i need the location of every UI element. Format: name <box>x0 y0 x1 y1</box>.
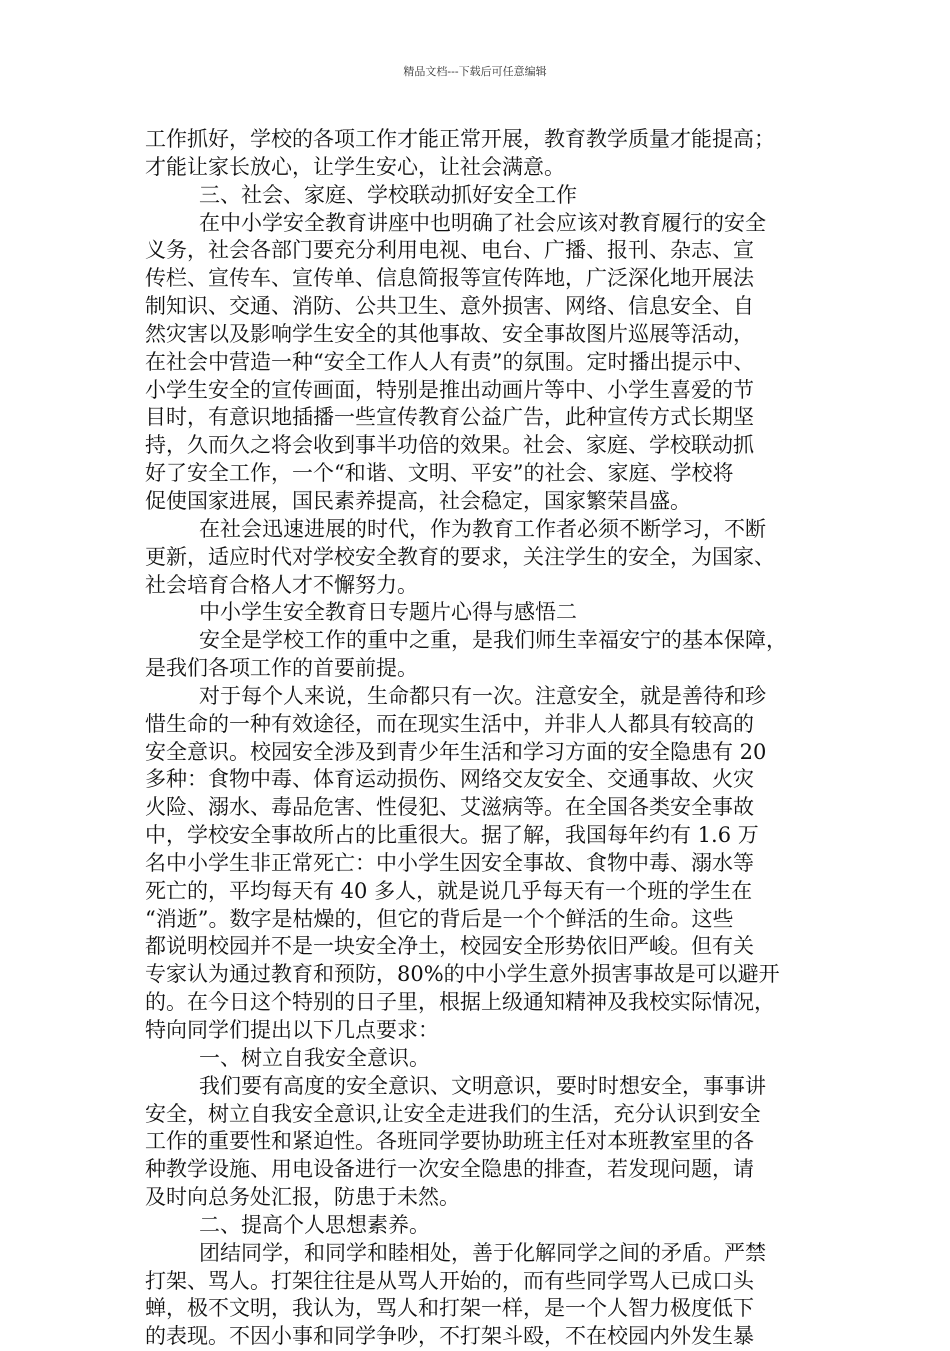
text-line: 中小学生安全教育日专题片心得与感悟二 <box>199 600 577 625</box>
text-line: 三、社会、家庭、学校联动抓好安全工作 <box>199 182 577 207</box>
text-line: 团结同学，和同学和睦相处，善于化解同学之间的矛盾。严禁 <box>199 1240 766 1265</box>
text-line: 制知识、交通、消防、公共卫生、意外损害、网络、信息安全、自 <box>145 294 754 319</box>
text-line: 的表现。不因小事和同学争吵，不打架斗殴，不在校园内外发生暴 <box>145 1324 754 1349</box>
text-line: 的。在今日这个特别的日子里，根据上级通知精神及我校实际情况， <box>145 990 775 1015</box>
text-line: 才能让家长放心，让学生安心，让社会满意。 <box>145 154 565 179</box>
text-line: 一、树立自我安全意识。 <box>199 1045 430 1070</box>
text-line: 死亡的，平均每天有 40 多人，就是说几乎每天有一个班的学生在 <box>145 878 753 903</box>
text-line: 安全，树立自我安全意识,让安全走进我们的生活，充分认识到安全 <box>145 1101 761 1126</box>
text-line: 火险、溺水、毒品危害、性侵犯、艾滋病等。在全国各类安全事故 <box>145 795 754 820</box>
text-line: 多种：食物中毒、体育运动损伤、网络交友安全、交通事故、火灾 <box>145 767 754 792</box>
text-line: 在社会中营造一种“安全工作人人有责”的氛围。定时播出提示中、 <box>145 349 755 374</box>
document-body <box>145 126 817 1351</box>
text-line: 安全意识。校园安全涉及到青少年生活和学习方面的安全隐患有 20 <box>145 739 767 764</box>
text-line: 促使国家进展，国民素养提高，社会稳定，国家繁荣昌盛。 <box>145 488 691 513</box>
text-line: 特向同学们提出以下几点要求： <box>145 1018 439 1042</box>
text-line: 安全是学校工作的重中之重，是我们师生幸福安宁的基本保障， <box>199 628 787 653</box>
text-line: “消逝”。数字是枯燥的，但它的背后是一个个鲜活的生命。这些 <box>145 906 734 931</box>
text-line: 更新，适应时代对学校安全教育的要求，关注学生的安全，为国家、 <box>145 544 775 569</box>
text-line: 持，久而久之将会收到事半功倍的效果。社会、家庭、学校联动抓 <box>145 433 754 458</box>
text-line: 好了安全工作，一个“和谐、文明、平安”的社会、家庭、学校将 <box>145 461 734 486</box>
text-line: 在社会迅速进展的时代，作为教育工作者必须不断学习，不断 <box>199 516 766 541</box>
text-line: 工作抓好，学校的各项工作才能正常开展，教育教学质量才能提高； <box>145 127 775 151</box>
text-line: 义务，社会各部门要充分利用电视、电台、广播、报刊、杂志、宣 <box>145 238 754 263</box>
text-line: 都说明校园并不是一块安全净土，校园安全形势依旧严峻。但有关 <box>145 934 754 959</box>
text-line: 是我们各项工作的首要前提。 <box>145 656 418 681</box>
text-line: 二、提高个人思想素养。 <box>199 1212 430 1237</box>
page-header: 精品文档---下载后可任意编辑 <box>403 65 547 78</box>
text-line: 我们要有高度的安全意识、文明意识，要时时想安全，事事讲 <box>199 1073 766 1098</box>
text-line: 工作的重要性和紧迫性。各班同学要协助班主任对本班教室里的各 <box>145 1129 754 1154</box>
text-line: 中，学校安全事故所占的比重很大。据了解，我国每年约有 1.6 万 <box>145 823 759 848</box>
text-line: 及时向总务处汇报，防患于未然。 <box>145 1185 460 1210</box>
text-line: 社会培育合格人才不懈努力。 <box>145 572 418 597</box>
text-line: 蝉，极不文明，我认为，骂人和打架一样，是一个人智力极度低下 <box>145 1296 754 1321</box>
text-line: 然灾害以及影响学生安全的其他事故、安全事故图片巡展等活动， <box>145 321 754 346</box>
text-line: 目时，有意识地插播一些宣传教育公益广告，此种宣传方式长期坚 <box>145 405 754 430</box>
text-line: 在中小学安全教育讲座中也明确了社会应该对教育履行的安全 <box>199 210 766 235</box>
text-line: 传栏、宣传车、宣传单、信息简报等宣传阵地，广泛深化地开展法 <box>145 266 754 291</box>
text-line: 专家认为通过教育和预防，80%的中小学生意外损害事故是可以避开 <box>145 962 780 987</box>
text-line: 小学生安全的宣传画面，特别是推出动画片等中、小学生喜爱的节 <box>145 377 754 402</box>
text-line: 名中小学生非正常死亡：中小学生因安全事故、食物中毒、溺水等 <box>145 850 754 875</box>
text-line: 打架、骂人。打架往往是从骂人开始的，而有些同学骂人已成口头 <box>145 1268 754 1293</box>
text-line: 惜生命的一种有效途径，而在现实生活中，并非人人都具有较高的 <box>145 711 754 736</box>
text-line: 对于每个人来说，生命都只有一次。注意安全，就是善待和珍 <box>199 683 766 708</box>
text-line: 种教学设施、用电设备进行一次安全隐患的排查，若发现问题，请 <box>145 1157 754 1182</box>
